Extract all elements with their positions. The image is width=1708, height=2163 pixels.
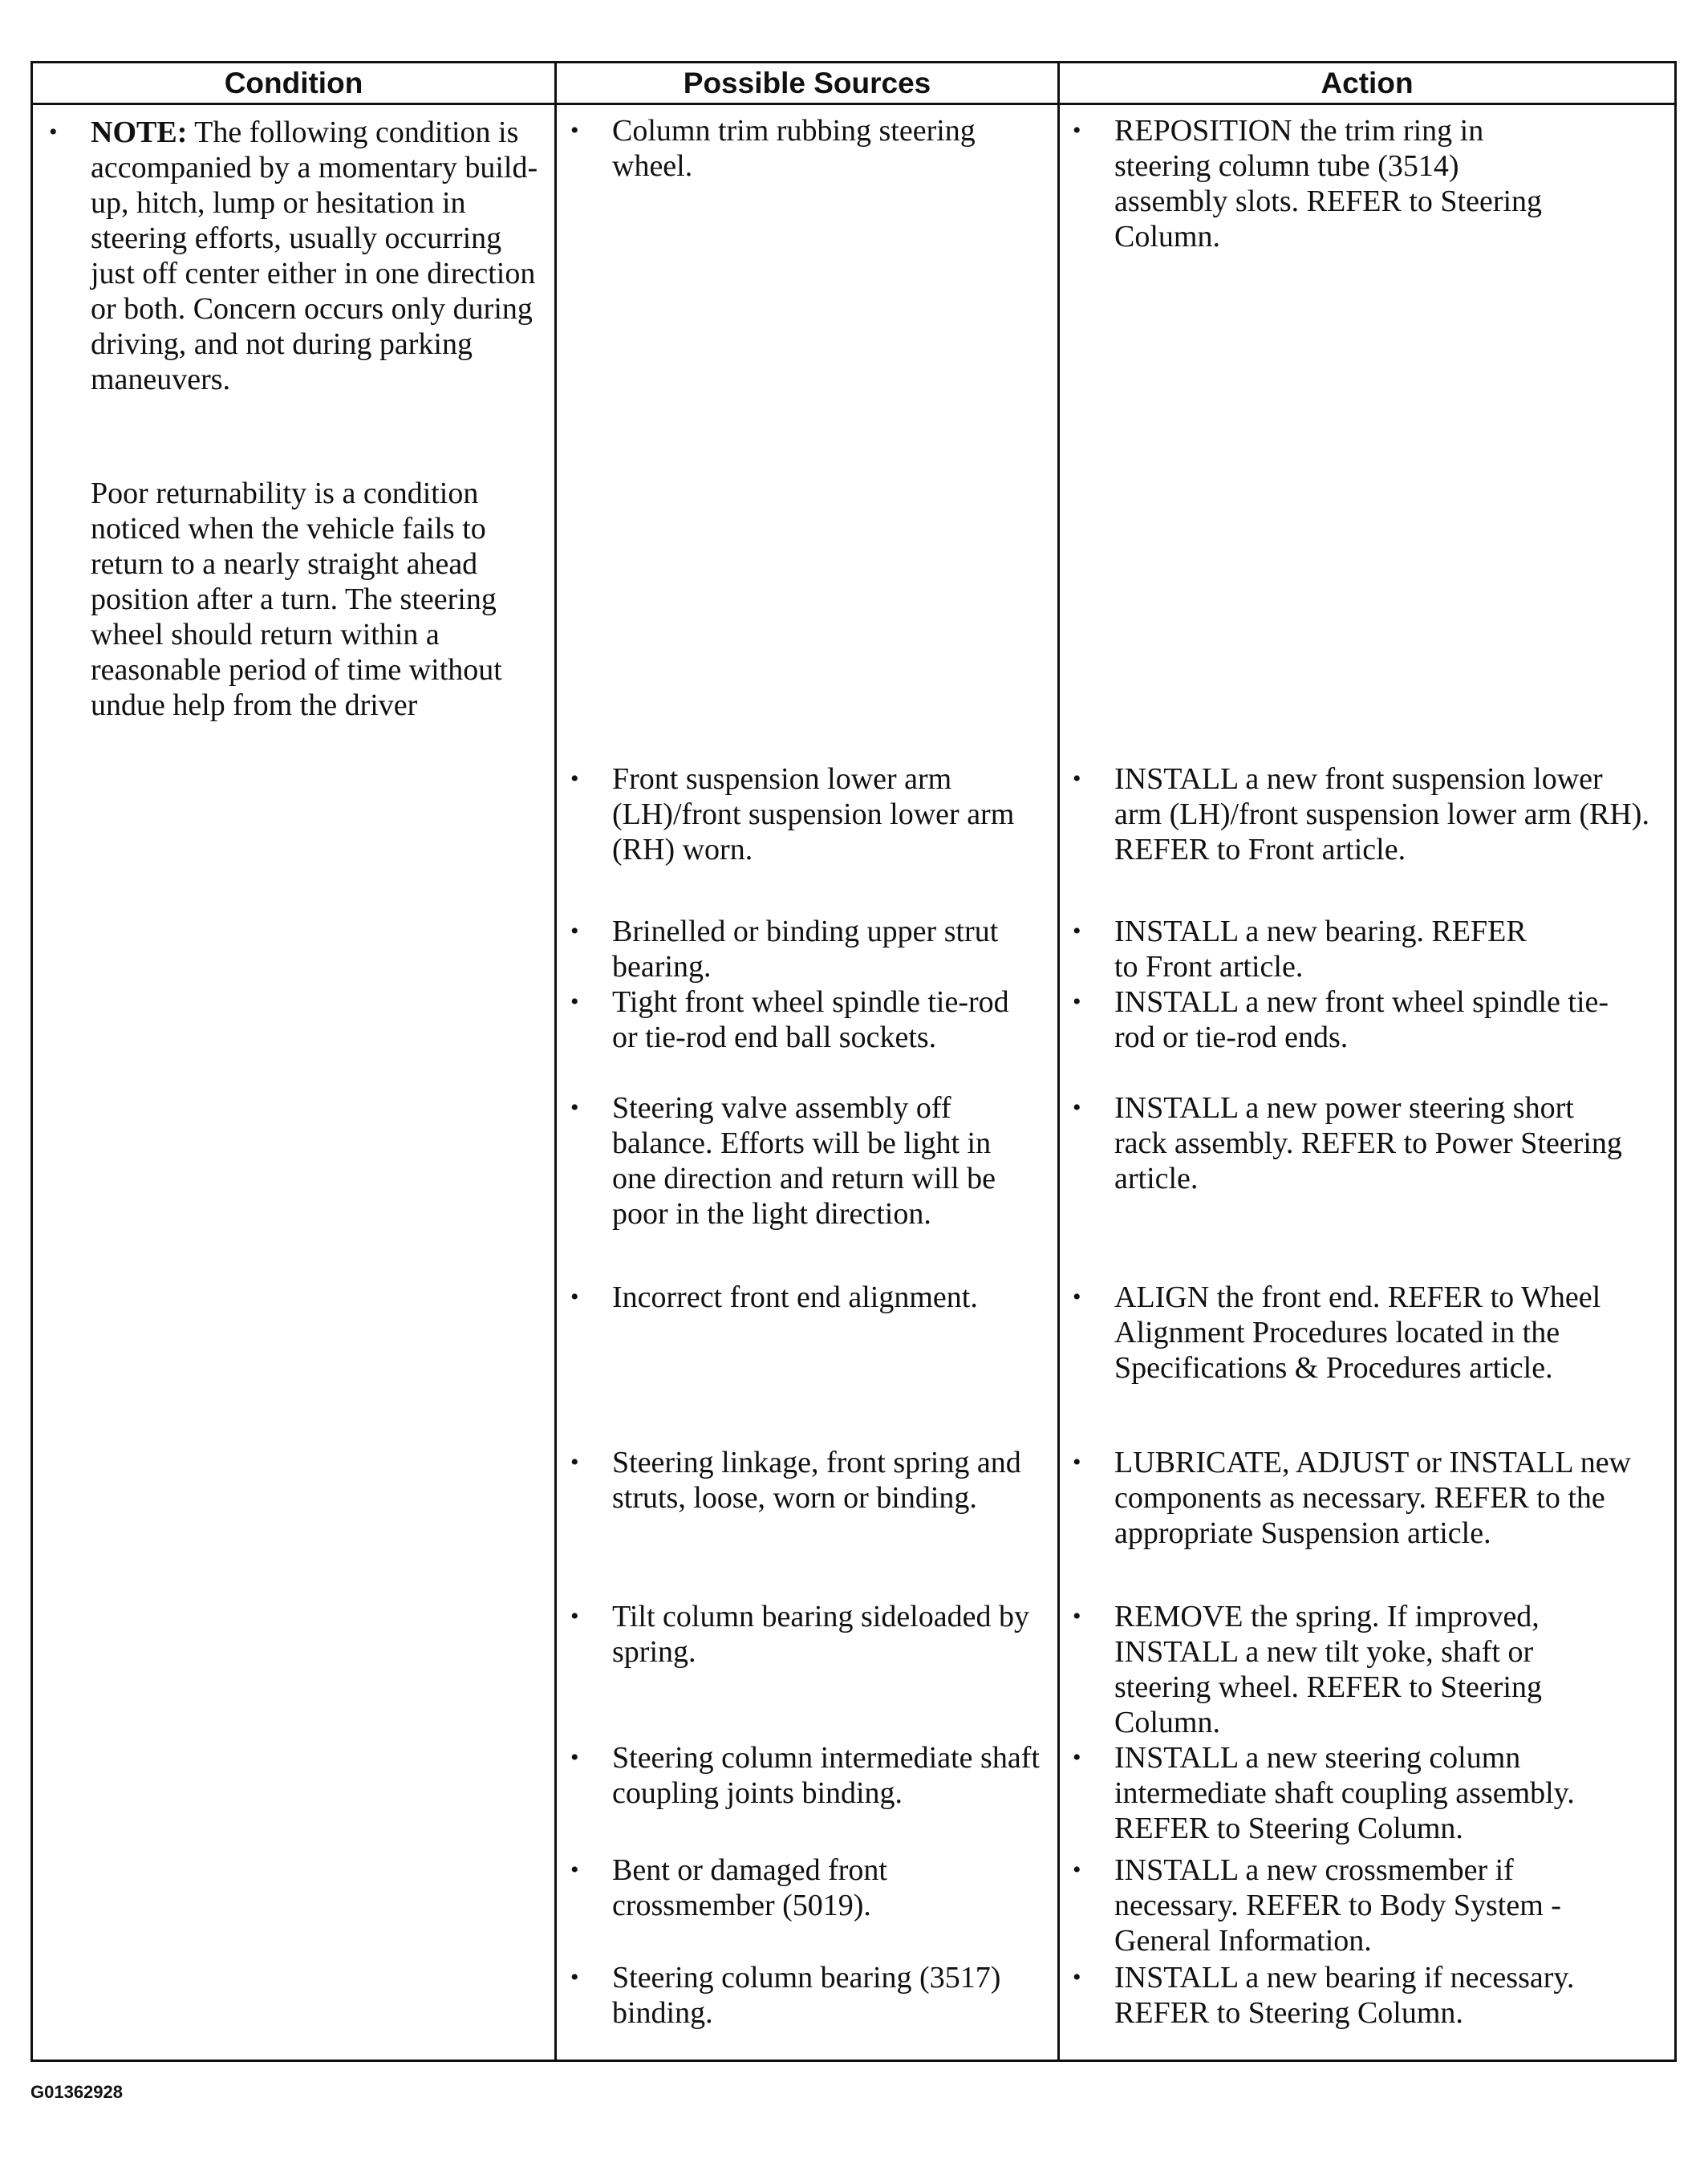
action-text: INSTALL a new crossmember if necessary. REFER to Body System - General Information. — [1114, 1853, 1561, 1958]
source-text: Steering valve assembly off balance. Efforts will be light in one direction and return will be poor in the light direction. — [612, 1091, 996, 1231]
action-item — [1066, 1445, 1672, 1551]
bullet: • — [1073, 1857, 1081, 1883]
bullet: • — [570, 918, 579, 944]
header-action: Action — [1321, 66, 1414, 99]
bullet: • — [570, 1744, 579, 1771]
source-text: Steering column intermediate shaft coupling joints binding. — [612, 1741, 1040, 1810]
column-divider-1 — [554, 63, 557, 2060]
bullet: • — [1073, 1964, 1081, 1991]
source-text: Tight front wheel spindle tie-rod or tie-rod end ball sockets. — [612, 985, 1009, 1054]
bullet: • — [570, 1603, 579, 1629]
source-text: Steering linkage, front spring and struts, loose, worn or binding. — [612, 1446, 1021, 1515]
bullet: • — [570, 1857, 579, 1883]
source-item — [564, 1960, 1045, 2031]
action-text: REMOVE the spring. If improved, INSTALL a new tilt yoke, shaft or steering wheel. REFER to Steering Column. — [1114, 1600, 1542, 1739]
action-item — [1066, 1853, 1672, 1958]
bullet: • — [1073, 1744, 1081, 1771]
bullet: • — [1073, 1284, 1081, 1310]
source-item — [564, 1599, 1045, 1670]
header-possible-sources: Possible Sources — [683, 66, 931, 99]
action-text: INSTALL a new steering column intermediate shaft coupling assembly. REFER to Steering Column. — [1114, 1741, 1575, 1845]
note-label: NOTE: — [91, 116, 188, 149]
bullet: • — [570, 765, 579, 792]
bullet: • — [1073, 117, 1081, 144]
condition-note — [43, 115, 548, 397]
action-text: REPOSITION the trim ring in steering column tube (3514) assembly slots. REFER to Steering Column. — [1114, 114, 1543, 254]
action-item — [1066, 1740, 1672, 1846]
action-item — [1066, 1960, 1672, 2031]
source-text: Steering column bearing (3517) binding. — [612, 1961, 1001, 2030]
action-text: INSTALL a new bearing if necessary. REFER to Steering Column. — [1114, 1961, 1575, 2030]
header-divider — [33, 103, 1674, 105]
source-text: Brinelled or binding upper strut bearing. — [612, 915, 999, 984]
header-condition: Condition — [224, 66, 363, 99]
bullet: • — [570, 988, 579, 1015]
figure-id: G01362928 — [30, 2082, 123, 2102]
source-text: Tilt column bearing sideloaded by spring. — [612, 1600, 1029, 1669]
action-item — [1066, 1599, 1672, 1740]
bullet: • — [1073, 1603, 1081, 1629]
note-text: The following condition is accompanied by a momentary build-up, hitch, lump or hesitation in steering efforts, usually occurring just off center either in one direction or both. Concern occurs only during driving, and not during parking maneuvers. — [91, 116, 538, 396]
action-item — [1066, 1090, 1672, 1196]
source-item — [564, 761, 1045, 867]
source-item — [564, 113, 1045, 184]
action-text: LUBRICATE, ADJUST or INSTALL new components as necessary. REFER to the appropriate Suspension article. — [1114, 1446, 1631, 1550]
bullet: • — [570, 117, 579, 144]
source-text: Front suspension lower arm (LH)/front suspension lower arm (RH) worn. — [612, 762, 1015, 866]
action-text: INSTALL a new front wheel spindle tie-rod or tie-rod ends. — [1114, 985, 1609, 1054]
source-item — [564, 1740, 1045, 1811]
source-item — [564, 914, 1045, 984]
bullet: • — [1073, 765, 1081, 792]
returnability-text: Poor returnability is a condition noticed when the vehicle fails to return to a nearly straight ahead position after a turn. The steering wheel should return within a reasonable period of time without undue help from the driver — [91, 477, 502, 722]
action-item — [1066, 984, 1672, 1055]
source-item — [564, 984, 1045, 1055]
source-text: Column trim rubbing steering wheel. — [612, 114, 976, 183]
source-item — [564, 1280, 1045, 1315]
action-text: INSTALL a new power steering short rack assembly. REFER to Power Steering article. — [1114, 1091, 1622, 1195]
bullet: • — [1073, 1094, 1081, 1121]
bullet: • — [49, 119, 58, 145]
source-text: Bent or damaged front crossmember (5019). — [612, 1853, 887, 1922]
action-item — [1066, 761, 1672, 867]
bullet: • — [570, 1449, 579, 1475]
source-item — [564, 1445, 1045, 1516]
condition-paragraph — [91, 476, 540, 723]
bullet: • — [1073, 988, 1081, 1015]
bullet: • — [570, 1094, 579, 1121]
bullet: • — [1073, 918, 1081, 944]
action-item — [1066, 113, 1672, 254]
source-item — [564, 1853, 1045, 1923]
source-item — [564, 1090, 1045, 1232]
diagnosis-table — [30, 61, 1677, 2062]
action-item — [1066, 914, 1672, 984]
action-item — [1066, 1280, 1672, 1386]
bullet: • — [570, 1964, 579, 1991]
column-divider-2 — [1057, 63, 1060, 2060]
bullet: • — [1073, 1449, 1081, 1475]
action-text: INSTALL a new front suspension lower arm (LH)/front suspension lower arm (RH). REFER to Front article. — [1114, 762, 1649, 866]
action-text: INSTALL a new bearing. REFER to Front article. — [1114, 915, 1527, 984]
bullet: • — [570, 1284, 579, 1310]
source-text: Incorrect front end alignment. — [612, 1280, 978, 1314]
action-text: ALIGN the front end. REFER to Wheel Alignment Procedures located in the Specifications & Procedures article. — [1114, 1280, 1601, 1385]
